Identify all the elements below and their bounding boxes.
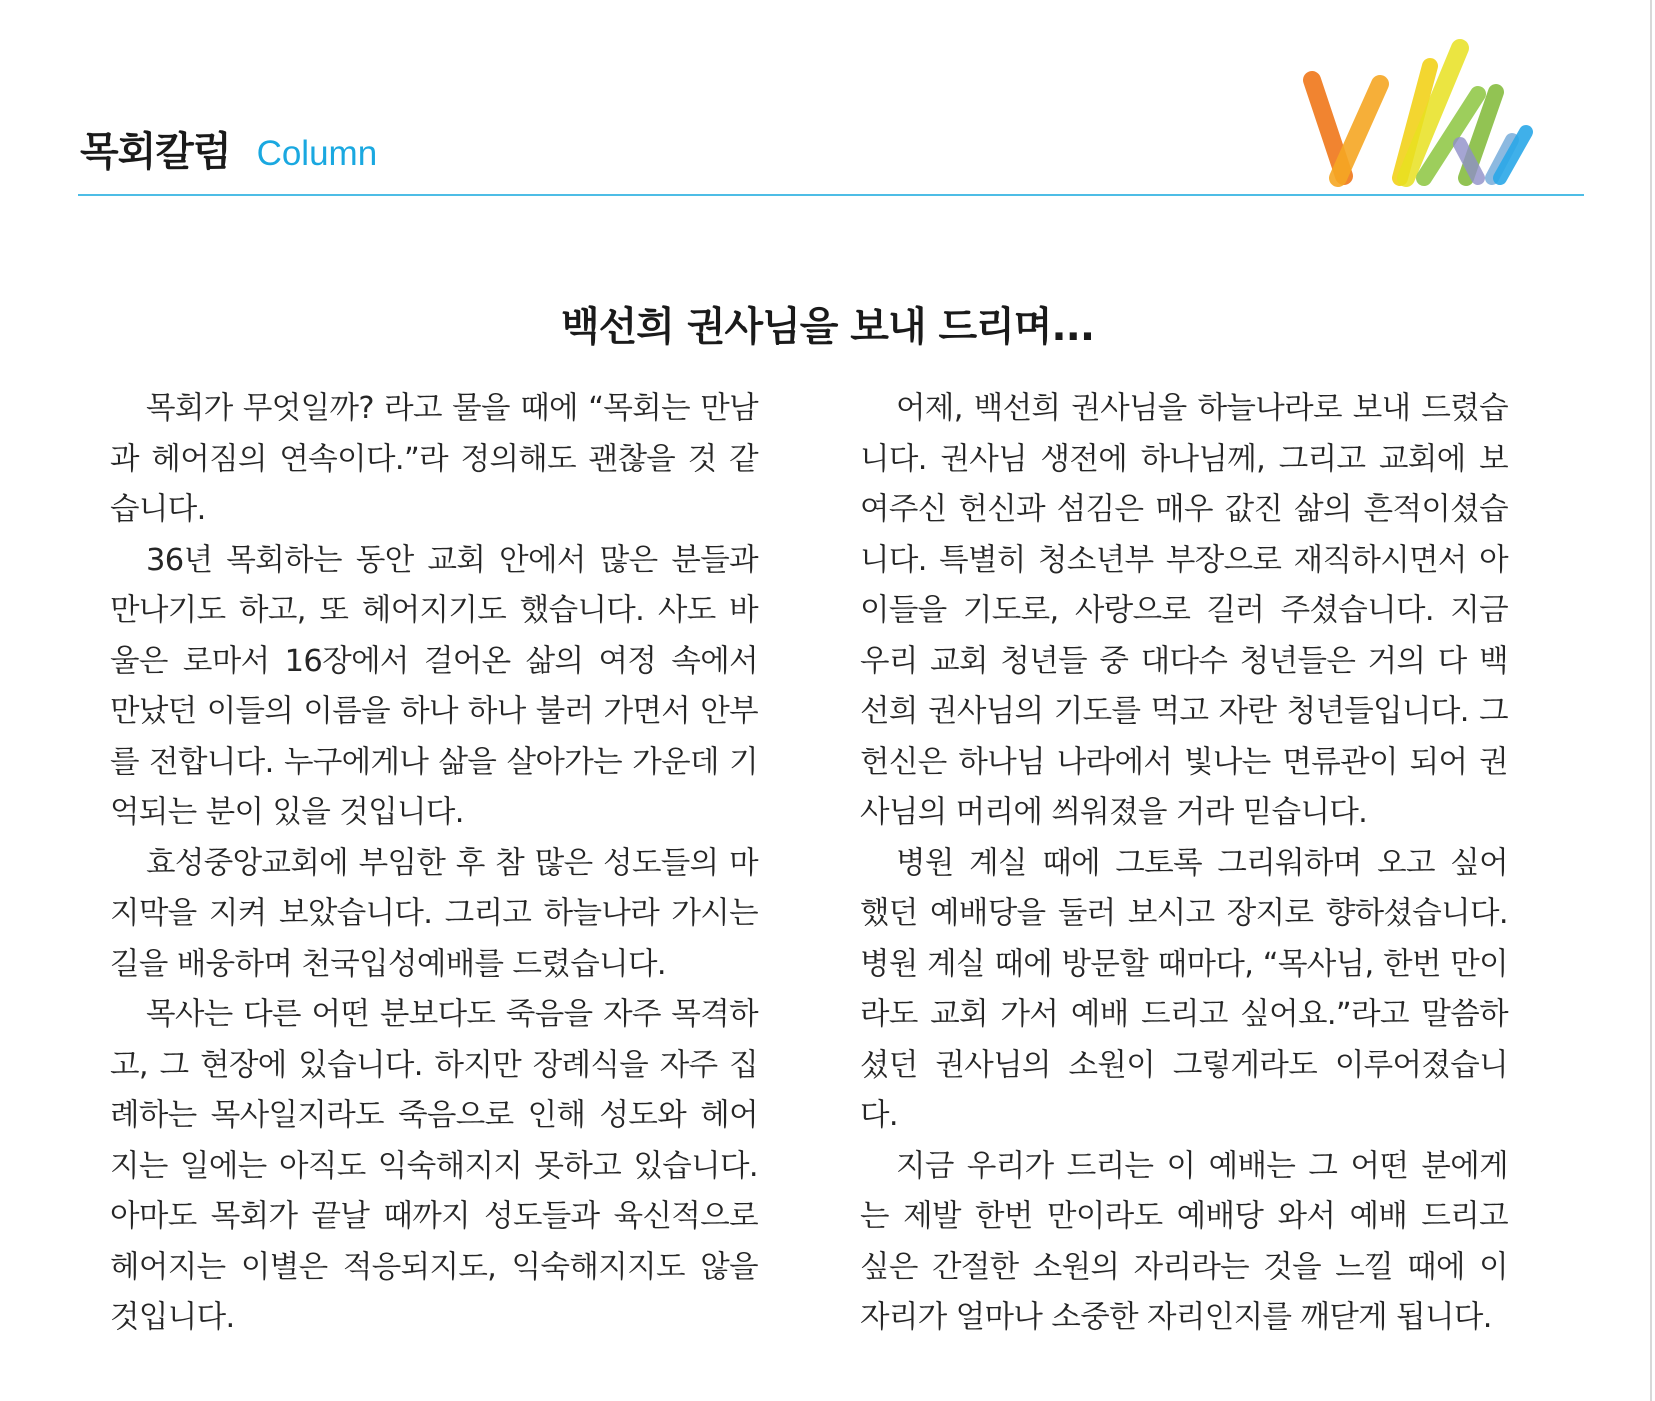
paragraph: 36년 목회하는 동안 교회 안에서 많은 분들과 만나기도 하고, 또 헤어지기도 했습니다. 사도 바울은 로마서 16장에서 걸어온 삶의 여정 속에서 만났던 이들의 이름을 하나 하나 불러 가면서 안부를 전합니다. 누구에게나 삶을 살아가는 가운데 기억되는 분이 있을 것입니다. [110,542,758,830]
left-column [110,384,758,1344]
right-column [860,384,1508,1344]
paragraph: 목사는 다른 어떤 분보다도 죽음을 자주 목격하고, 그 현장에 있습니다. 하지만 장례식을 자주 집례하는 목사일지라도 죽음으로 인해 성도와 헤어지는 일에는 아직도 익숙해지지 못하고 있습니다. 아마도 목회가 끝날 때까지 성도들과 육신적으로 헤어지는 이별은 적응되지도, 익숙해지지도 않을 것입니다. [110,997,758,1335]
colorful-strokes-logo [1300,36,1560,196]
article-title: 백선희 권사님을 보내 드리며... [560,303,1095,350]
page-edge-divider [1650,0,1652,1401]
paragraph: 효성중앙교회에 부임한 후 참 많은 성도들의 마지막을 지켜 보았습니다. 그리고 하늘나라 가시는 길을 배웅하며 천국입성예배를 드렸습니다. [110,845,758,982]
paragraph: 병원 계실 때에 그토록 그리워하며 오고 싶어 했던 예배당을 둘러 보시고 장지로 향하셨습니다. 병원 계실 때에 방문할 때마다, “목사님, 한번 만이라도 교회 가서 예배 드리고 싶어요.”라고 말씀하셨던 권사님의 소원이 그렇게라도 이루어졌습니다. [860,845,1508,1133]
page-header [80,120,377,180]
paragraph: 목회가 무엇일까? 라고 물을 때에 “목회는 만남과 헤어짐의 연속이다.”라 정의해도 괜찮을 것 같습니다. [110,391,758,527]
paragraph: 어제, 백선희 권사님을 하늘나라로 보내 드렸습니다. 권사님 생전에 하나님께, 그리고 교회에 보여주신 헌신과 섬김은 매우 값진 삶의 흔적이셨습니다. 특별히 청소년부 부장으로 재직하시면서 아이들을 기도로, 사랑으로 길러 주셨습니다. 지금 우리 교회 청년들 중 대다수 청년들은 거의 다 백선희 권사님의 기도를 먹고 자란 청년들입니다. 그 헌신은 하나님 나라에서 빛나는 면류관이 되어 권사님의 머리에 씌워졌을 거라 믿습니다. [860,391,1508,830]
paragraph: 지금 우리가 드리는 이 예배는 그 어떤 분에게는 제발 한번 만이라도 예배당 와서 예배 드리고 싶은 간절한 소원의 자리라는 것을 느낄 때에 이 자리가 얼마나 소중한 자리인지를 깨닫게 됩니다. [860,1148,1508,1335]
section-subtitle: Column [256,134,378,173]
section-title: 목회칼럼 [80,129,231,175]
